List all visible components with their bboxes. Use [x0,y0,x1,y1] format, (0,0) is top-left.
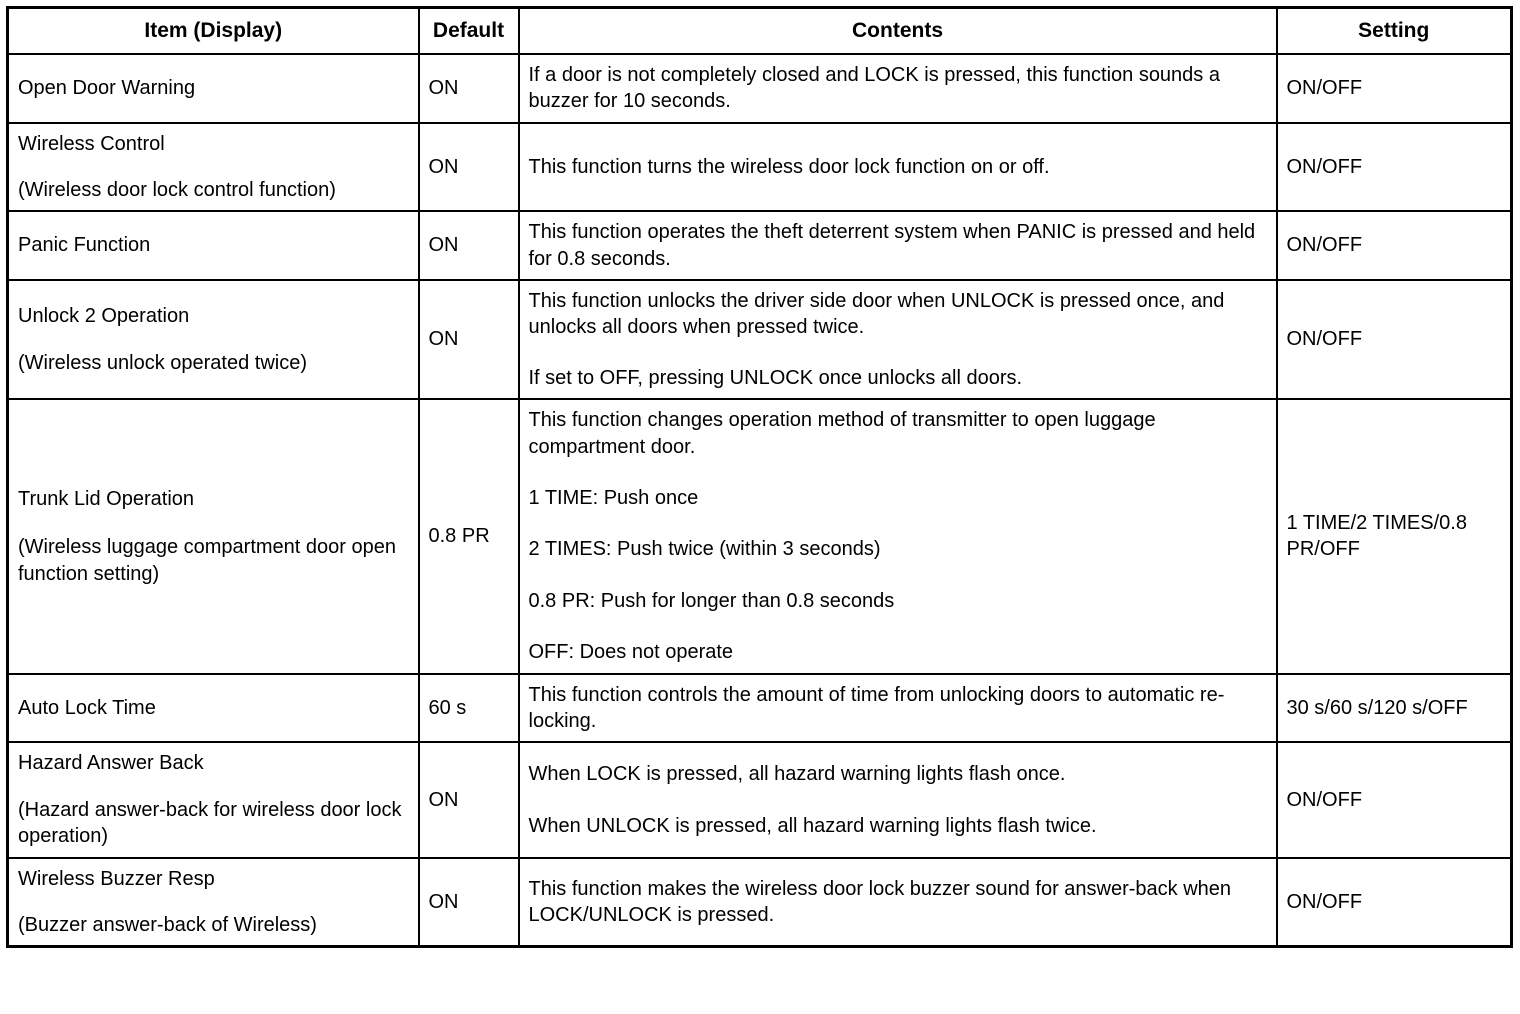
table-header [8,8,1512,54]
contents-paragraph: This function turns the wireless door lock function on or off. [528,155,1050,178]
row-default-cell: 0.8 PR [419,399,519,673]
row-item-main: Wireless Buzzer Resp [18,867,215,890]
contents-paragraph: When UNLOCK is pressed, all hazard warning lights flash twice. [528,814,1097,837]
table-row [8,123,1512,212]
row-setting-cell: ON/OFF [1277,123,1512,212]
table-row [8,280,1512,399]
table-row [8,858,1512,947]
row-contents-cell [519,211,1277,280]
row-default-cell: ON [419,123,519,212]
table-row [8,211,1512,280]
row-default-cell: ON [419,858,519,947]
row-contents-cell [519,858,1277,947]
row-item-sub: (Wireless door lock control function) [18,178,336,201]
row-contents-cell [519,123,1277,212]
column-header-setting: Setting [1277,8,1512,54]
contents-paragraph: OFF: Does not operate [528,641,734,664]
row-setting-cell: ON/OFF [1277,211,1512,280]
table-row [8,399,1512,673]
contents-paragraph: If a door is not completely closed and LOCK is pressed, this function sounds a buzzer for 10 seconds. [528,63,1220,113]
table-row [8,674,1512,743]
table-row [8,742,1512,857]
row-setting-cell: ON/OFF [1277,742,1512,857]
contents-paragraph: This function operates the theft deterrent system when PANIC is pressed and held for 0.8 seconds. [528,221,1256,270]
settings-table [6,6,1513,948]
row-item-sub: (Hazard answer-back for wireless door lock operation) [18,798,402,848]
row-setting-cell: 30 s/60 s/120 s/OFF [1277,674,1512,743]
contents-paragraph: If set to OFF, pressing UNLOCK once unlocks all doors. [528,366,1023,389]
row-default-cell: ON [419,742,519,857]
row-contents-cell [519,399,1277,673]
header-row [8,8,1512,54]
contents-paragraph: This function changes operation method of transmitter to open luggage compartment door. [528,409,1156,458]
row-item-cell [8,858,419,947]
row-item-main: Hazard Answer Back [18,752,204,775]
table-row [8,54,1512,123]
row-contents-cell [519,54,1277,123]
row-default-cell: ON [419,54,519,123]
row-item-sub: (Wireless unlock operated twice) [18,351,307,374]
table-body [8,54,1512,947]
row-default-cell: ON [419,280,519,399]
row-setting-cell: ON/OFF [1277,54,1512,123]
contents-paragraph: This function controls the amount of time from unlocking doors to automatic re-locking. [528,683,1225,732]
row-item-main: Open Door Warning [18,76,196,99]
row-item-cell [8,742,419,857]
contents-paragraph: 2 TIMES: Push twice (within 3 seconds) [528,538,881,561]
row-contents-cell [519,742,1277,857]
row-item-main: Unlock 2 Operation [18,305,190,328]
row-item-cell [8,674,419,743]
row-item-main: Trunk Lid Operation [18,487,195,510]
contents-paragraph: This function unlocks the driver side door when UNLOCK is pressed once, and unlocks all doors when pressed twice. [528,290,1225,339]
row-item-sub: (Wireless luggage compartment door open function setting) [18,536,396,585]
contents-paragraph: 1 TIME: Push once [528,487,699,510]
contents-paragraph: 0.8 PR: Push for longer than 0.8 seconds [528,589,895,612]
contents-paragraph: This function makes the wireless door lock buzzer sound for answer-back when LOCK/UNLOCK is pressed. [528,877,1232,926]
row-item-cell [8,211,419,280]
row-item-cell [8,399,419,673]
row-item-main: Wireless Control [18,132,165,155]
column-header-default: Default [419,8,519,54]
row-default-cell: ON [419,211,519,280]
row-setting-cell: ON/OFF [1277,280,1512,399]
row-item-sub: (Buzzer answer-back of Wireless) [18,913,317,936]
row-setting-cell: ON/OFF [1277,858,1512,947]
row-contents-cell [519,674,1277,743]
contents-paragraph: When LOCK is pressed, all hazard warning lights flash once. [528,762,1066,785]
row-item-cell [8,280,419,399]
column-header-contents: Contents [519,8,1277,54]
row-contents-cell [519,280,1277,399]
column-header-item: Item (Display) [8,8,419,54]
row-item-cell [8,54,419,123]
row-item-main: Auto Lock Time [18,696,156,719]
row-item-main: Panic Function [18,234,151,257]
row-item-cell [8,123,419,212]
row-default-cell: 60 s [419,674,519,743]
row-setting-cell: 1 TIME/2 TIMES/0.8 PR/OFF [1277,399,1512,673]
